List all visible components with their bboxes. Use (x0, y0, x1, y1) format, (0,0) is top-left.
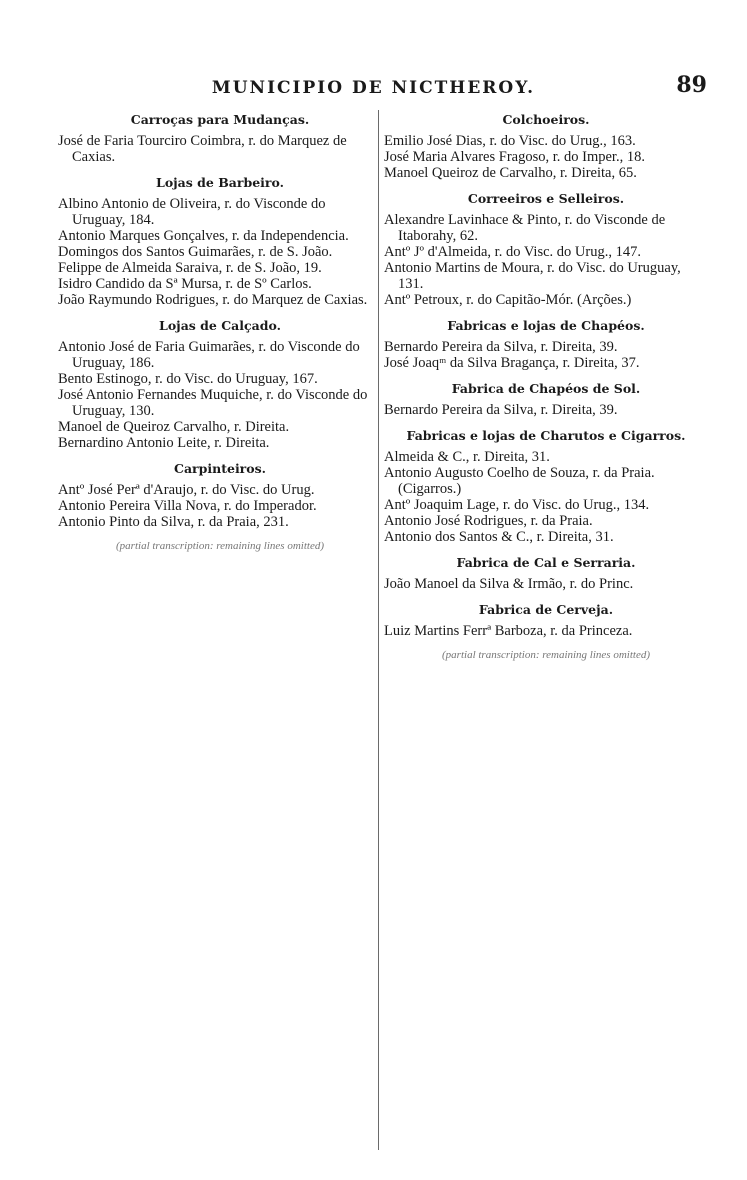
page-number: 89 (676, 72, 707, 98)
section-title: Carpinteiros. (174, 461, 266, 476)
section (58, 461, 382, 530)
directory-entry: Antº José Perª d'Araujo, r. do Visc. do Urug. (58, 482, 315, 498)
directory-entry: José de Faria Tourciro Coimbra, r. do Marquez de Caxias. (58, 133, 347, 165)
directory-entry: Antonio dos Santos & C., r. Direita, 31. (384, 529, 614, 545)
section (384, 602, 708, 639)
partial-note: (partial transcription: remaining lines omitted) (116, 540, 324, 552)
directory-entry: José Joaqᵐ da Silva Bragança, r. Direita, 37. (384, 355, 640, 371)
directory-entry: Manoel de Queiroz Carvalho, r. Direita. (58, 419, 290, 435)
page-title: MUNICIPIO DE NICTHEROY. (211, 78, 536, 98)
directory-entry: Isidro Candido da Sª Mursa, r. de Sº Carlos. (58, 276, 312, 292)
directory-entry: João Raymundo Rodrigues, r. do Marquez de Caxias. (58, 292, 368, 308)
directory-entry: José Antonio Fernandes Muquiche, r. do Visconde do Uruguay, 130. (58, 387, 368, 419)
directory-entry: Bernardo Pereira da Silva, r. Direita, 39. (384, 339, 618, 355)
section (384, 428, 708, 545)
directory-entry: José Maria Alvares Fragoso, r. do Imper., 18. (384, 149, 645, 165)
directory-entry: João Manoel da Silva & Irmão, r. do Princ. (384, 576, 634, 592)
section-title: Lojas de Calçado. (159, 318, 281, 333)
directory-entry: Felippe de Almeida Saraiva, r. de S. João, 19. (58, 260, 322, 276)
directory-entry: Antº Joaquim Lage, r. do Visc. do Urug., 134. (384, 497, 650, 513)
section-title: Fabrica de Cerveja. (478, 602, 614, 617)
section (58, 175, 382, 308)
section-title: Lojas de Barbeiro. (156, 175, 284, 190)
directory-entry: Bento Estinogo, r. do Visc. do Uruguay, 167. (58, 371, 318, 387)
directory-entry: Almeida & C., r. Direita, 31. (384, 449, 550, 465)
directory-entry: Antonio José Rodrigues, r. da Praia. (384, 513, 593, 529)
section-title: Colchoeiros. (502, 112, 590, 127)
partial-note: (partial transcription: remaining lines omitted) (442, 649, 650, 661)
section (58, 318, 382, 451)
directory-entry: Antonio Martins de Moura, r. do Visc. do Uruguay, 131. (384, 260, 681, 292)
section (384, 555, 708, 592)
column-divider (378, 110, 379, 1150)
directory-entry: Luiz Martins Ferrª Barboza, r. da Princeza. (384, 623, 633, 639)
section (384, 318, 708, 371)
directory-entry: Bernardino Antonio Leite, r. Direita. (58, 435, 270, 451)
directory-entry: Domingos dos Santos Guimarães, r. de S. João. (58, 244, 333, 260)
directory-entry: Alexandre Lavinhace & Pinto, r. do Visconde de Itaborahy, 62. (384, 212, 666, 244)
directory-entry: Emilio José Dias, r. do Visc. do Urug., 163. (384, 133, 636, 149)
directory-entry: Manoel Queiroz de Carvalho, r. Direita, 65. (384, 165, 637, 181)
right-column (384, 110, 708, 1160)
section-title: Fabrica de Chapéos de Sol. (451, 381, 641, 396)
section-title: Fabrica de Cal e Serraria. (456, 555, 636, 570)
directory-entry: Albino Antonio de Oliveira, r. do Visconde do Uruguay, 184. (58, 196, 326, 228)
directory-entry: Antonio Marques Gonçalves, r. da Independencia. (58, 228, 349, 244)
section-title: Carroças para Mudanças. (130, 112, 310, 127)
directory-entry: Antº Jº d'Almeida, r. do Visc. do Urug., 147. (384, 244, 641, 260)
section (58, 112, 382, 165)
page-header (40, 72, 707, 106)
section (384, 112, 708, 181)
directory-entry: Bernardo Pereira da Silva, r. Direita, 39. (384, 402, 618, 418)
section-title: Fabricas e lojas de Charutos e Cigarros. (406, 428, 686, 443)
section-title: Fabricas e lojas de Chapéos. (447, 318, 645, 333)
section-title: Correeiros e Selleiros. (467, 191, 625, 206)
directory-entry: Antonio Pinto da Silva, r. da Praia, 231. (58, 514, 289, 530)
section (384, 191, 708, 308)
directory-entry: Antº Petroux, r. do Capitão-Mór. (Arções.) (384, 292, 632, 308)
directory-entry: Antonio Pereira Villa Nova, r. do Imperador. (58, 498, 317, 514)
directory-entry: Antonio José de Faria Guimarães, r. do Visconde do Uruguay, 186. (58, 339, 360, 371)
directory-entry: Antonio Augusto Coelho de Souza, r. da Praia. (Cigarros.) (384, 465, 655, 497)
section (384, 381, 708, 418)
left-column (58, 110, 382, 1160)
